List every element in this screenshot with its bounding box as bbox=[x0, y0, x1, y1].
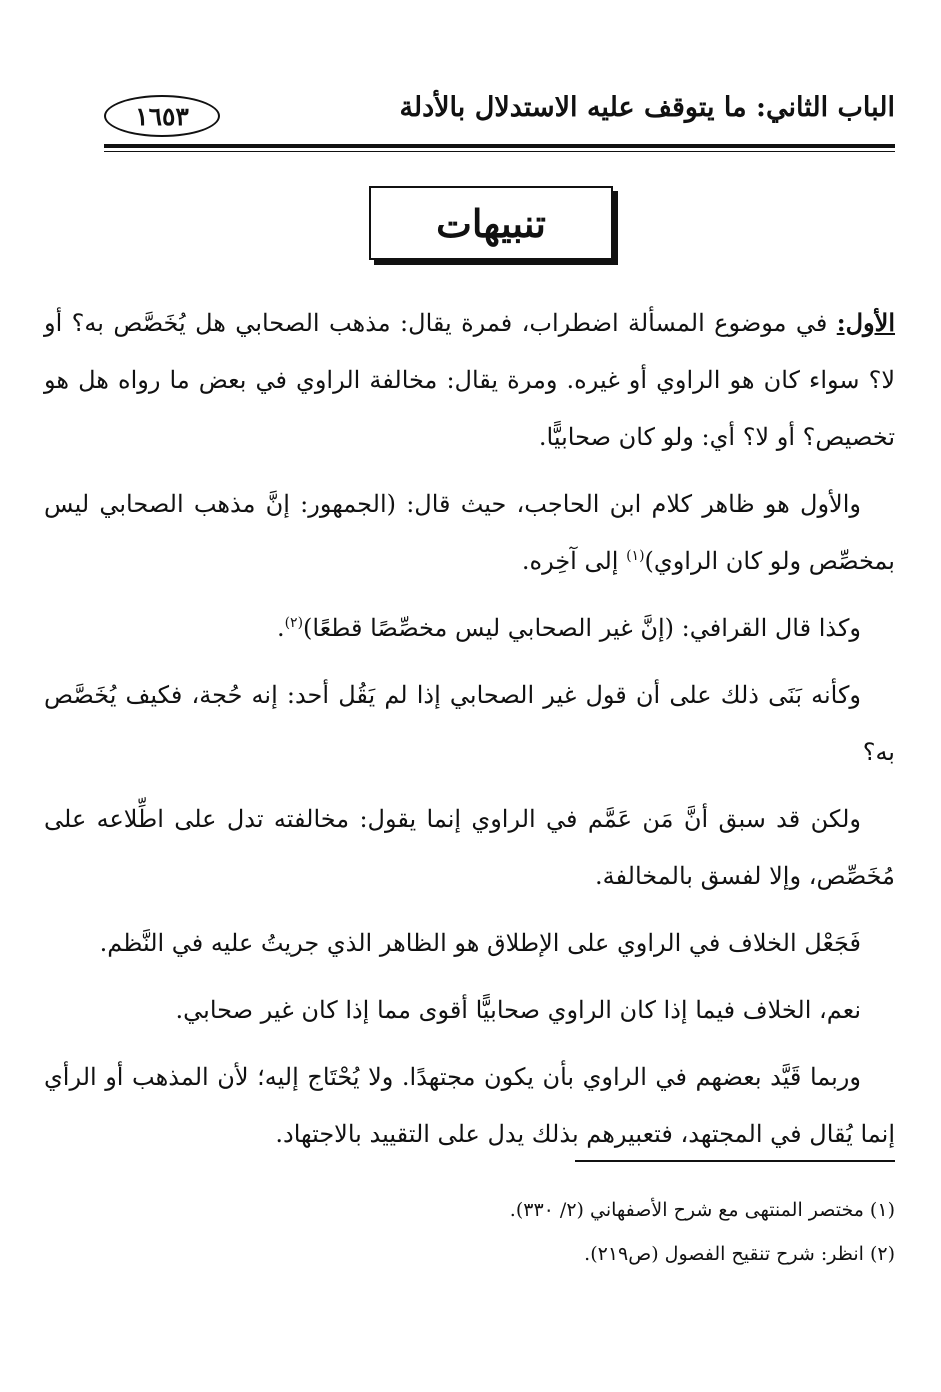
footnote-separator bbox=[575, 1160, 895, 1162]
page-number-text: ١٦٥٣ bbox=[135, 101, 189, 131]
running-header: الباب الثاني: ما يتوقف عليه الاستدلال بالأدلة bbox=[399, 92, 895, 123]
paragraph-text: في موضوع المسألة اضطراب، فمرة يقال: مذهب الصحابي هل يُخَصَّص به؟ أو لا؟ سواء كان هو الراوي أو غيره. ومرة يقال: مخالفة الراوي في بعض ما رواه هل هو تخصيص؟ أو لا؟ أي: ولو كان صحابيًّا. bbox=[44, 309, 895, 451]
header-rule bbox=[104, 144, 895, 148]
footnotes bbox=[44, 1188, 895, 1276]
paragraph: فَجَعْل الخلاف في الراوي على الإطلاق هو الظاهر الذي جريتُ عليه في النَّظم. bbox=[99, 929, 861, 957]
section-title: تنبيهات bbox=[436, 200, 546, 246]
section-title-box bbox=[369, 186, 613, 260]
paragraph: وربما قَيَّد بعضهم في الراوي بأن يكون مجتهدًا. ولا يُحْتَاج إليه؛ لأن المذهب أو الرأي إنما يُقال في المجتهد، فتعبيرهم بذلك يدل على التقييد بالاجتهاد. bbox=[44, 1063, 895, 1148]
header-rule-thin bbox=[104, 151, 895, 152]
footnote: (١) مختصر المنتهى مع شرح الأصفهاني (٢/ ٣٣٠). bbox=[509, 1199, 895, 1221]
paragraph: وكأنه بَنَى ذلك على أن قول غير الصحابي إذا لم يَقُل أحد: إنه حُجة، فكيف يُخَصَّص به؟ bbox=[44, 681, 895, 766]
paragraph: ولكن قد سبق أنَّ مَن عَمَّم في الراوي إنما يقول: مخالفته تدل على اطِّلاعه على مُخَصِّص، وإلا لفسق بالمخالفة. bbox=[44, 805, 895, 890]
footnote: (٢) انظر: شرح تنقيح الفصول (ص٢١٩). bbox=[584, 1243, 895, 1265]
paragraph-tail: إلى آخِره. bbox=[521, 547, 627, 575]
paragraph bbox=[44, 294, 895, 466]
paragraph-text: والأول هو ظاهر كلام ابن الحاجب، حيث قال: (الجمهور: إنَّ مذهب الصحابي ليس بمخصِّص ولو كان الراوي) bbox=[44, 490, 895, 575]
paragraph-label: الأول: bbox=[836, 308, 895, 337]
body-text bbox=[44, 294, 895, 1173]
page-number bbox=[104, 95, 220, 137]
paragraph-tail: . bbox=[276, 614, 285, 642]
paragraph bbox=[44, 476, 895, 590]
paragraph bbox=[44, 600, 895, 657]
footnote-ref[interactable]: (٢) bbox=[284, 615, 304, 631]
paragraph: نعم، الخلاف فيما إذا كان الراوي صحابيًّا أقوى مما إذا كان غير صحابي. bbox=[175, 996, 861, 1024]
footnote-ref[interactable]: (١) bbox=[626, 548, 645, 564]
paragraph-text: وكذا قال القرافي: (إنَّ غير الصحابي ليس مخصِّصًا قطعًا) bbox=[303, 614, 861, 642]
